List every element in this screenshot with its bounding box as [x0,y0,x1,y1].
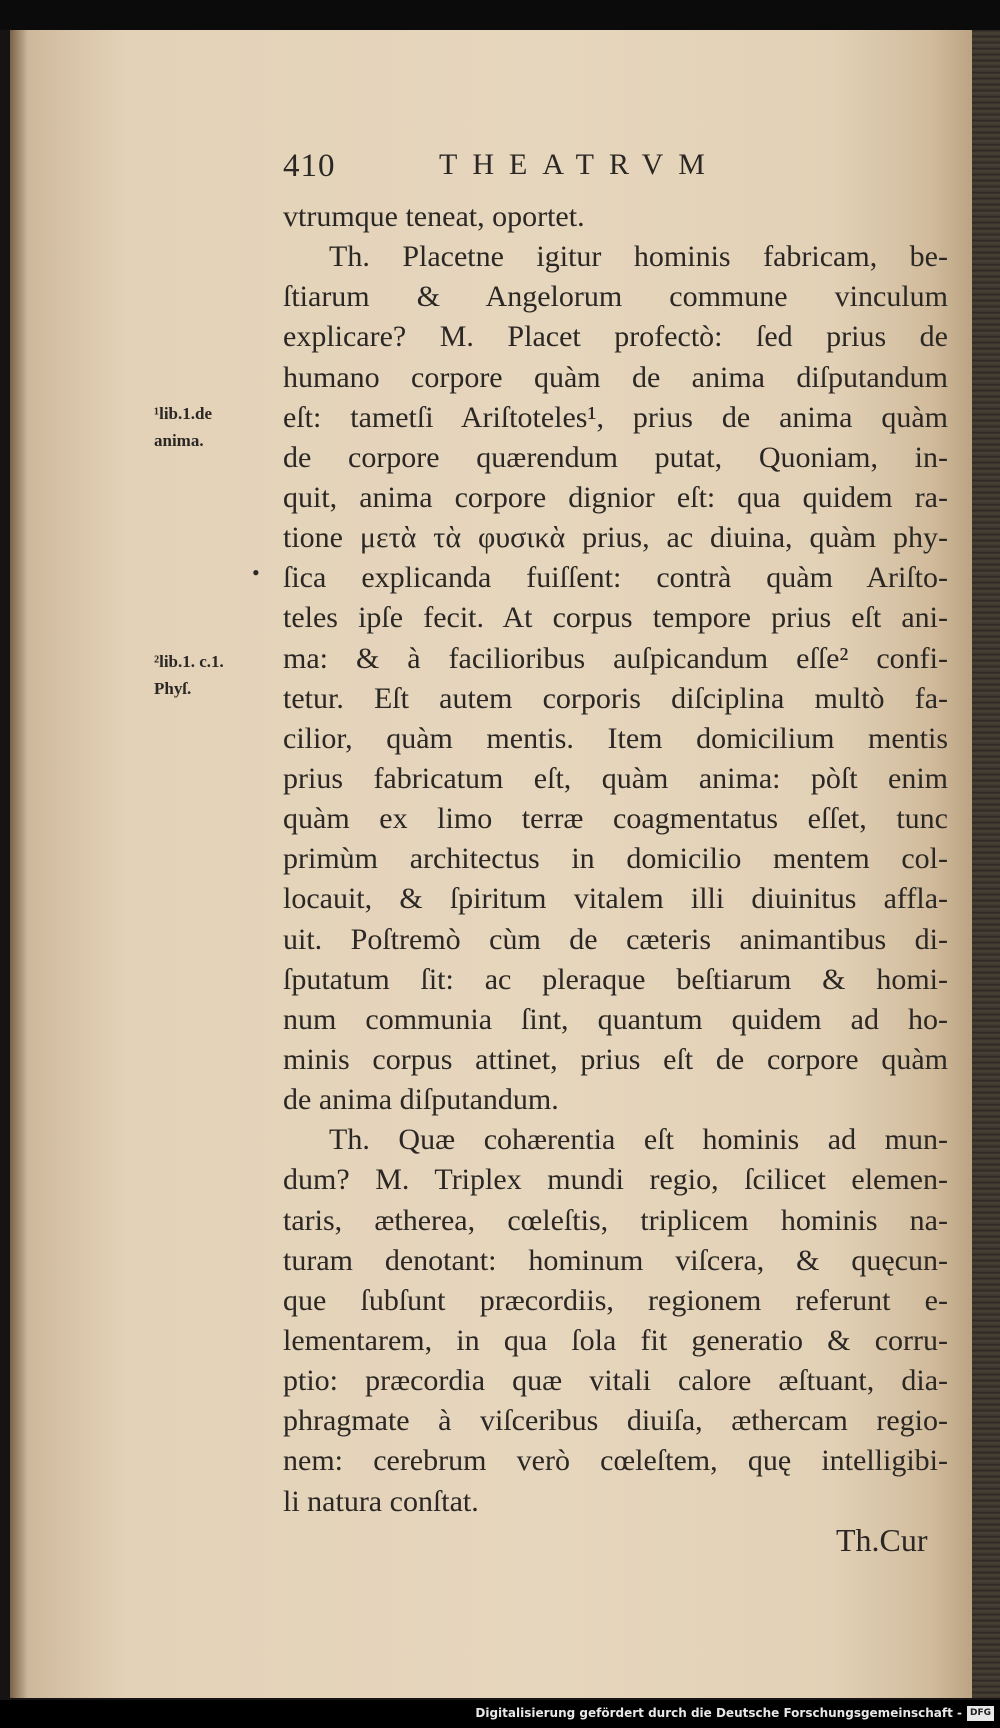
text-line: de anima diſputandum. [283,1083,559,1117]
text-line: Th. Placetne igitur hominis fabricam, be- [329,240,948,274]
text-line: prius fabricatum eſt, quàm anima: pòſt enim [283,761,948,795]
running-title: THEATRVM [439,148,720,181]
marginal-note-1-line1: ¹lib.1.de [154,404,212,423]
catchword: Th.Cur [836,1522,928,1558]
marginal-note-2 [154,648,224,702]
marginal-note-1-line2: anima. [154,431,204,450]
marginal-note-2-line1: ²lib.1. c.1. [154,652,224,671]
page-fore-edge [972,30,1000,1698]
text-line: nem: cerebrum verò cœleſtem, quę intelligibi- [283,1444,948,1478]
text-line: tione μετὰ τὰ φυσικὰ prius, ac diuina, quàm phy- [283,521,948,555]
text-line: dum? M. Triplex mundi regio, ſcilicet elemen- [283,1163,948,1197]
text-line: Th. Quæ cohærentia eſt hominis ad mun- [329,1123,948,1157]
text-line: uit. Poſtremò cùm de cæteris animantibus di- [283,922,948,956]
text-body [283,197,948,1522]
text-line: de corpore quærendum putat, Quoniam, in- [283,440,948,474]
text-line: vtrumque teneat, oportet. [283,200,585,233]
text-line: minis corpus attinet, prius eſt de corpore quàm [283,1042,948,1076]
text-line: ptio: præcordia quæ vitali calore æſtuant, dia- [283,1364,948,1398]
text-line: cilior, quàm mentis. Item domicilium mentis [283,721,948,755]
text-line: phragmate à viſceribus diuiſa, æthercam regio- [283,1404,948,1438]
text-line: locauit, & ſpiritum vitalem illi diuinitus affla- [283,882,948,916]
page-number: 410 [283,148,336,184]
text-line: ſtiarum & Angelorum commune vinculum [283,280,948,314]
marginal-note-1 [154,400,212,454]
text-line: li natura conſtat. [283,1484,479,1518]
text-line: tetur. Eſt autem corporis diſciplina multò fa- [283,681,948,715]
dfg-logo-icon: DFG [967,1706,994,1721]
gutter-shadow [10,30,28,1698]
text-line: primùm architectus in domicilio mentem col- [283,842,948,876]
text-line: teles ipſe fecit. At corpus tempore prius eſt ani- [283,601,948,635]
funding-credit: Digitalisierung gefördert durch die Deutsche Forschungsgemeinschaft - [475,1706,962,1720]
text-line: ſputatum ſit: ac pleraque beſtiarum & homi- [283,962,948,996]
text-line: ma: & à facilioribus auſpicandum eſſe² confi- [283,641,948,675]
text-line: lementarem, in qua ſola fit generatio & corru- [283,1323,948,1357]
text-line: humano corpore quàm de anima diſputandum [283,360,948,394]
text-line: eſt: tametſi Ariſtoteles¹, prius de anima quàm [283,400,948,434]
text-line: ſica explicanda fuiſſent: contrà quàm Ariſto- [283,561,948,595]
text-line: quàm ex limo terræ coagmentatus eſſet, tunc [283,802,948,836]
marginal-note-2-line2: Phyſ. [154,679,192,698]
text-line: quit, anima corpore dignior eſt: qua quidem ra- [283,480,948,514]
text-line: num communia ſint, quantum quidem ad ho- [283,1002,948,1036]
marginal-mark: • [252,560,260,585]
text-line: que ſubſunt præcordiis, regionem referunt e- [283,1283,948,1317]
text-line: taris, ætherea, cœleſtis, triplicem hominis na- [283,1203,948,1237]
footer-bar [0,1700,1000,1728]
page-header [283,148,963,188]
text-line: explicare? M. Placet profectò: ſed prius de [283,320,948,354]
text-line: turam denotant: hominum viſcera, & quęcun- [283,1243,948,1277]
